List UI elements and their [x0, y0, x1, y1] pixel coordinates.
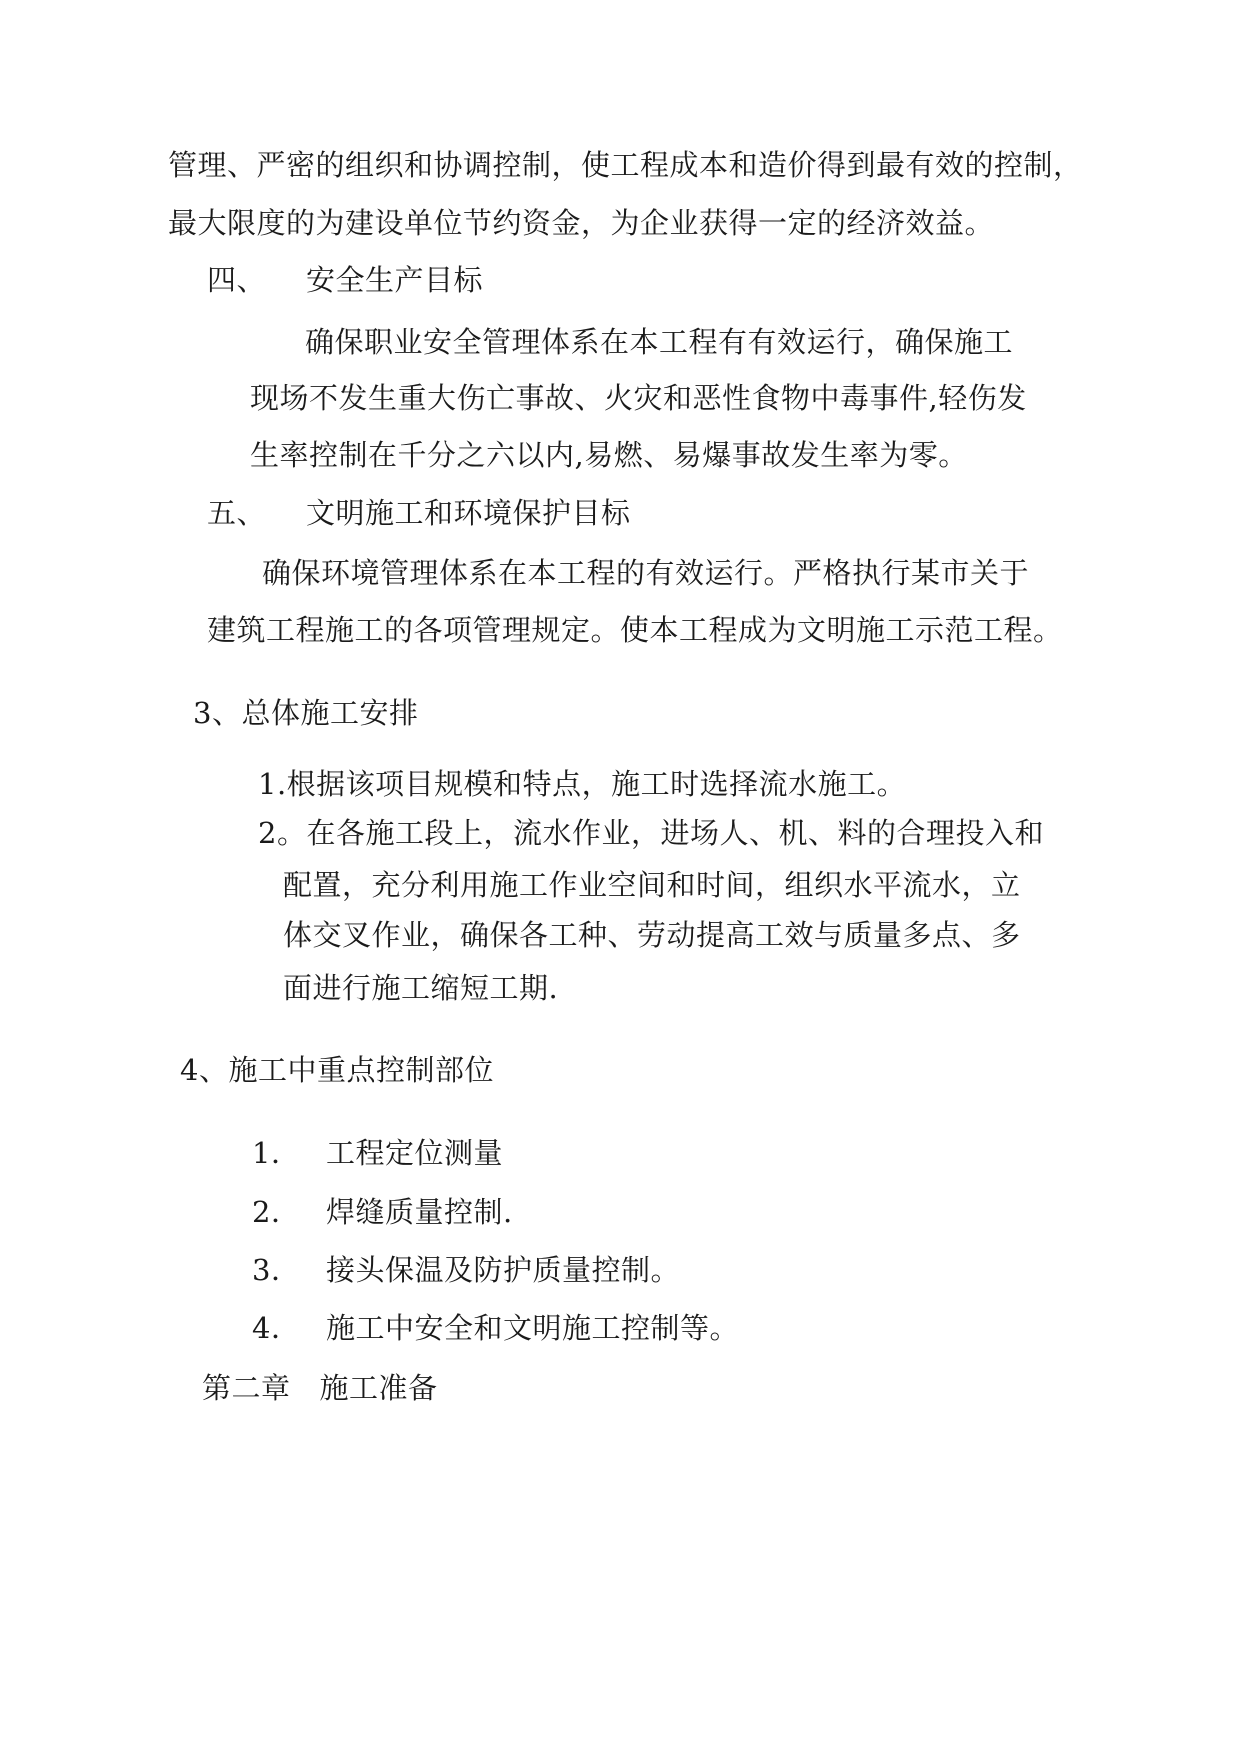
intro-line-1: 管理、严密的组织和协调控制，使工程成本和造价得到最有效的控制，	[168, 148, 1083, 182]
part-3-item-2-line-2: 配置，充分利用施工作业空间和时间，组织水平流水，立	[283, 868, 1021, 902]
part-3-item-1: 1.根据该项目规模和特点，施工时选择流水施工。	[258, 767, 907, 801]
intro-line-2: 最大限度的为建设单位节约资金，为企业获得一定的经济效益。	[168, 206, 995, 240]
section-4-heading	[207, 260, 483, 300]
list-item	[252, 1192, 513, 1232]
list-item-text: 焊缝质量控制.	[326, 1195, 513, 1229]
chapter-2-title: 施工准备	[319, 1371, 438, 1405]
part-3-heading: 3、总体施工安排	[193, 696, 419, 730]
section-4-line-1: 确保职业安全管理体系在本工程有有效运行，确保施工	[305, 325, 1014, 359]
part-4-heading: 4、施工中重点控制部位	[180, 1053, 494, 1087]
list-item-number: 4．	[252, 1311, 301, 1345]
section-5-line-1: 确保环境管理体系在本工程的有效运行。严格执行某市关于	[262, 556, 1030, 590]
part-3-item-2-line-4: 面进行施工缩短工期.	[283, 971, 559, 1005]
list-item-number: 1．	[252, 1136, 301, 1170]
section-4-title: 安全生产目标	[306, 263, 484, 297]
list-item	[252, 1308, 739, 1348]
section-4-number: 四、	[207, 263, 267, 297]
part-3-item-2-line-1: 2。在各施工段上，流水作业，进场人、机、料的合理投入和	[258, 816, 1044, 850]
section-5-number: 五、	[207, 496, 267, 530]
list-item	[252, 1250, 680, 1290]
list-item-number: 2．	[252, 1195, 301, 1229]
chapter-2-heading	[202, 1368, 438, 1408]
list-item-text: 工程定位测量	[326, 1136, 504, 1170]
list-item-text: 施工中安全和文明施工控制等。	[326, 1311, 740, 1345]
list-item-text: 接头保温及防护质量控制。	[326, 1253, 681, 1287]
section-5-heading	[207, 493, 631, 533]
section-4-line-3: 生率控制在千分之六以内,易燃、易爆事故发生率为零。	[250, 438, 968, 472]
chapter-2-label: 第二章	[202, 1371, 291, 1405]
list-item-number: 3．	[252, 1253, 301, 1287]
section-4-line-2: 现场不发生重大伤亡事故、火灾和恶性食物中毒事件,轻伤发	[250, 381, 1027, 415]
part-3-item-2-line-3: 体交叉作业，确保各工种、劳动提高工效与质量多点、多	[283, 918, 1021, 952]
section-5-line-2: 建筑工程施工的各项管理规定。使本工程成为文明施工示范工程。	[207, 613, 1063, 647]
list-item	[252, 1133, 503, 1173]
section-5-title: 文明施工和环境保护目标	[306, 496, 631, 530]
